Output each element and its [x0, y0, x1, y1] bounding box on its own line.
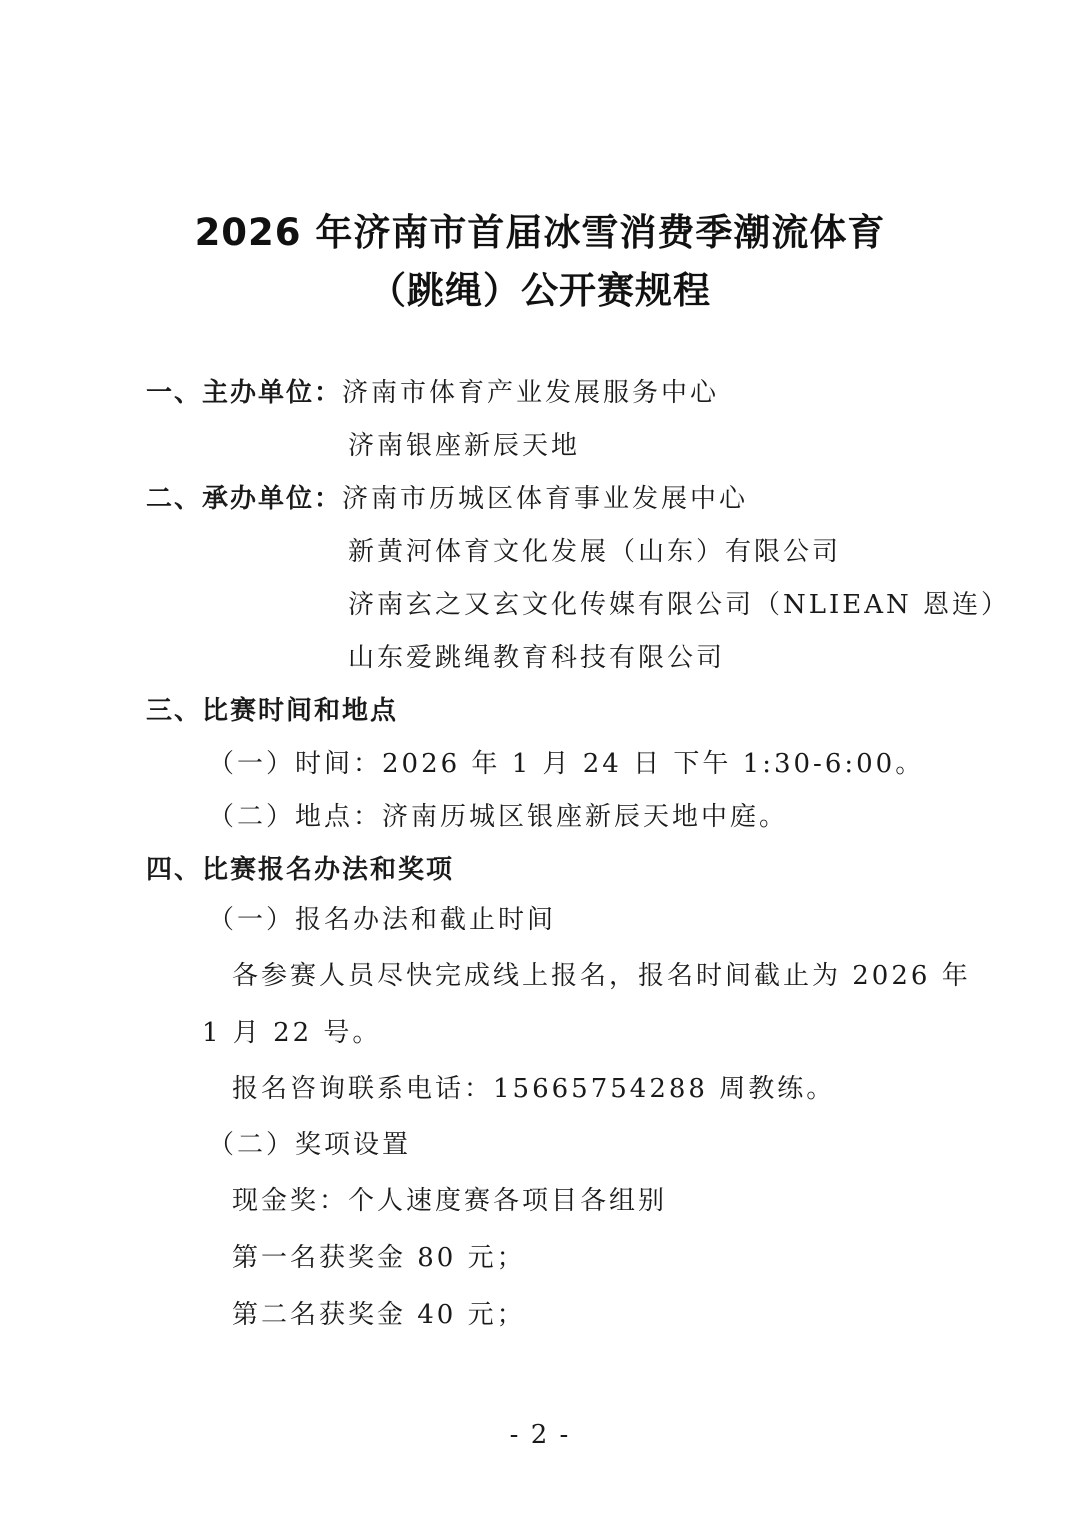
- section-2-heading: 二、承办单位：: [146, 484, 343, 514]
- organizer-1: 济南市体育产业发展服务中心: [342, 378, 720, 408]
- awards-subheading: （二）奖项设置: [208, 1130, 412, 1160]
- awards-line-3: 第二名获奖金 40 元；: [232, 1300, 526, 1330]
- co-organizer-3: 济南玄之又玄文化传媒有限公司（NLIEAN 恩连）: [348, 590, 1011, 620]
- co-organizer-1: 济南市历城区体育事业发展中心: [342, 484, 749, 514]
- section-1-heading: 一、主办单位：: [146, 378, 343, 408]
- registration-subheading: （一）报名办法和截止时间: [208, 905, 557, 935]
- event-place: （二）地点：济南历城区银座新辰天地中庭。: [208, 802, 789, 832]
- section-3-heading: 三、比赛时间和地点: [146, 696, 399, 726]
- co-organizer-4: 山东爱跳绳教育科技有限公司: [348, 643, 726, 673]
- section-4-heading: 四、比赛报名办法和奖项: [146, 855, 455, 885]
- event-time: （一）时间：2026 年 1 月 24 日 下午 1:30-6:00。: [208, 749, 925, 779]
- registration-paragraph-line-1: 各参赛人员尽快完成线上报名，报名时间截止为 2026 年: [232, 961, 971, 991]
- registration-contact: 报名咨询联系电话：15665754288 周教练。: [232, 1074, 836, 1104]
- awards-line-1: 现金奖：个人速度赛各项目各组别: [232, 1186, 668, 1216]
- page-number: - 2 -: [509, 1420, 571, 1450]
- document-title-line-1: 2026 年济南市首届冰雪消费季潮流体育: [194, 211, 886, 254]
- section-2-row-1: [146, 482, 748, 516]
- organizer-2: 济南银座新辰天地: [348, 431, 581, 461]
- awards-line-2: 第一名获奖金 80 元；: [232, 1243, 526, 1273]
- document-title-line-2: （跳绳）公开赛规程: [369, 269, 711, 312]
- section-1-row-1: [146, 376, 719, 410]
- registration-paragraph-line-2: 1 月 22 号。: [202, 1018, 382, 1048]
- co-organizer-2: 新黄河体育文化发展（山东）有限公司: [348, 537, 842, 567]
